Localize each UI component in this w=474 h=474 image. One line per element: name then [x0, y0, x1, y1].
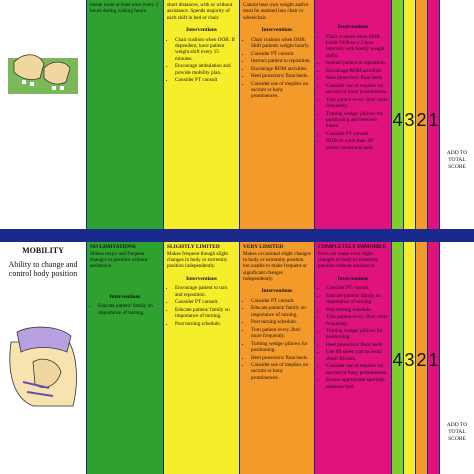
score-2-column [240, 0, 314, 229]
list-item: • Educate patient/ family on importance of turning. [175, 307, 236, 320]
feet-on-floor-icon [4, 38, 84, 98]
list-item: • Consider use of mepilex on sacrum or bony prominences. [326, 83, 388, 96]
category-title: MOBILITY [22, 246, 64, 255]
list-item: • Turn patient every 2hrs/ more frequently. [251, 327, 311, 340]
score-number-1: 1 [428, 110, 439, 130]
list-item: • Consider PT consult. [175, 299, 236, 305]
score-4-column [87, 0, 163, 229]
interventions-heading: Interventions [337, 275, 369, 282]
list-item: • Turn patient every 2hrs/ more frequently. [326, 314, 388, 327]
score-number-2: 2 [416, 110, 427, 130]
interventions-heading: Interventions [261, 27, 293, 34]
list-item: • Turning wedge/ pillows for positioning. [326, 328, 388, 341]
score-1-column [315, 242, 391, 474]
list-item: • Instruct patient to reposition. [326, 60, 388, 66]
interventions-list [243, 37, 311, 100]
interventions-heading: Interventions [261, 288, 293, 295]
score-entry-box[interactable] [440, 0, 474, 229]
interventions-heading: Interventions [109, 293, 141, 300]
list-item: • Use lift sheet/ pad to avoid shear/ friction. [326, 349, 388, 362]
list-item: • Ensure appropriate specialty mattress/ bed. [326, 377, 388, 390]
score-4-column [87, 242, 163, 474]
description-text: short distances, with or without assistance. Spends majority of each shift in bed or chair. [167, 2, 233, 21]
score-3-column [164, 242, 239, 474]
list-item: • Post turning schedule. [175, 321, 236, 327]
add-to-total-label: ADD TO TOTAL SCORE [446, 422, 468, 442]
interventions-list [318, 34, 388, 151]
list-item: • Instruct patient to reposition. [251, 58, 311, 64]
list-item: • Consider PT consult. [251, 298, 311, 304]
column-heading: VERY LIMITED [243, 244, 284, 250]
activity-section [0, 0, 474, 229]
score-number-4: 4 [392, 110, 403, 130]
list-item: • Chair cushion when OOB. If dependent, have patient weight shift every 15 minutes. [175, 37, 236, 62]
list-item: • Turning wedge/ pillows for positioning and between knees. [326, 111, 388, 130]
interventions-list [167, 37, 236, 84]
description-text: Cannot bear own weight and/or must be assisted into chair or wheelchair. [243, 2, 309, 21]
interventions-heading: Interventions [186, 27, 217, 34]
score-2-column [240, 242, 314, 474]
list-item: • Chair cushion when OOB. Limit OOB to ≤ 2 hour intervals with hourly weight shifts. [326, 34, 388, 59]
patient-in-bed-icon [3, 322, 83, 412]
list-item: • Heel protectors/ float heels. [326, 342, 388, 348]
list-item: • HOB no more than 30° unless contraindicated. [326, 138, 388, 151]
score-1-column [315, 0, 391, 229]
description-text: Makes occasional slight changes in body or extremity position but unable to make frequent or significant changes independently. [243, 250, 311, 282]
list-item: • Heel protectors/ float heels. [251, 73, 311, 79]
score-number-4: 4 [392, 350, 403, 370]
list-item: • Turning wedge/ pillows for positioning. [251, 341, 311, 354]
column-heading: SLIGHTLY LIMITED [167, 244, 220, 250]
list-item: • Consider PT consult. [326, 285, 388, 291]
list-item: • Educate patient/ family on importance of turning. [326, 293, 388, 306]
score-number-2: 2 [416, 350, 427, 370]
score-number-1: 1 [428, 350, 439, 370]
column-heading: COMPLETELY IMMOBILE [318, 244, 387, 250]
description-text: Makes major and frequent changes in position without assistance. [90, 250, 148, 270]
list-item: • Consider PT consult. [251, 51, 311, 57]
category-column [0, 0, 86, 229]
category-column [0, 242, 86, 474]
list-item: • Consider PT consult. [326, 131, 388, 137]
interventions-list [243, 298, 311, 381]
list-item: • Encourage ambulation and provide mobility plan. [175, 63, 236, 76]
list-item: • Consider use of mepilex on sacrum or bony prominences. [326, 363, 388, 376]
category-description: Ability to change and control body position [8, 259, 78, 278]
list-item: • Turn patient every 2hrs/ more frequently. [326, 97, 388, 110]
description-text: Does not make even slight changes in body or extremity position without assistance. [318, 250, 379, 270]
list-item: • Chair cushion when OOB. Shift patients weight hourly. [251, 37, 311, 50]
list-item: • Post turning schedule. [251, 319, 311, 325]
list-item: • Consider use of mepilex on sacrum or bony prominences. [251, 81, 311, 100]
interventions-list [90, 303, 160, 316]
mobility-section [0, 242, 474, 474]
list-item: • Encourage patient to turn and reposition. [175, 285, 236, 298]
description-text: Makes frequent though slight changes in body or extremity position independently. [167, 250, 228, 270]
list-item: • Consider use of mepilex on sacrum or bony prominences. [251, 362, 311, 381]
interventions-heading: Interventions [337, 24, 369, 30]
add-to-total-label: ADD TO TOTAL SCORE [446, 150, 468, 170]
score-number-3: 3 [404, 350, 415, 370]
score-number-3: 3 [404, 110, 415, 130]
interventions-heading: Interventions [186, 275, 217, 282]
list-item: • Heel protectors/ float heels. [326, 75, 388, 81]
interventions-list [167, 285, 236, 327]
column-heading: NO LIMITATIONS [90, 244, 136, 250]
list-item: • Heel protectors/ float heels. [251, 355, 311, 361]
list-item: • Encourage ROM activities. [251, 66, 311, 72]
list-item: • Educate patient/ family on importance of turning. [98, 303, 160, 316]
list-item: • Post turning schedule. [326, 307, 388, 313]
score-3-column [164, 0, 239, 229]
list-item: • Consider PT consult [175, 77, 236, 83]
interventions-list [318, 285, 388, 390]
list-item: • Educate patient/ family on importance of turning. [251, 305, 311, 318]
list-item: • Encourage ROM activities. [326, 68, 388, 74]
description-text: inside room at least once every 2 hours during waking hours. [90, 2, 159, 15]
